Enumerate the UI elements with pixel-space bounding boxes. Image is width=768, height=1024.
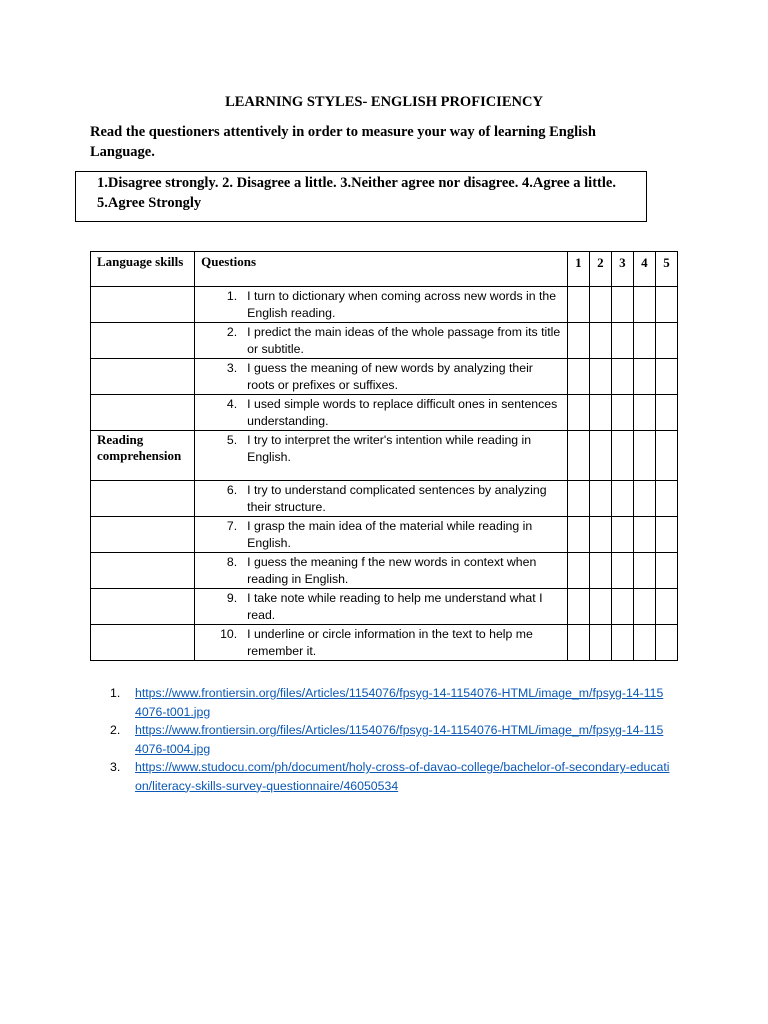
- rating-cell-2[interactable]: [589, 517, 611, 553]
- rating-cell-4[interactable]: [633, 553, 655, 589]
- rating-cell-5[interactable]: [655, 517, 677, 553]
- reference-number: 1.: [110, 686, 121, 700]
- rating-cell-3[interactable]: [611, 589, 633, 625]
- question-number: 6.: [226, 483, 238, 497]
- reference-item: [110, 721, 670, 758]
- table-row: [91, 287, 678, 323]
- reference-link[interactable]: https://www.studocu.com/ph/document/holy-cross-of-davao-college/bachelor-of-secondary-education/literacy-skills-survey-questionnaire/46050534: [135, 760, 670, 793]
- table-row: [91, 481, 678, 517]
- rating-cell-5[interactable]: [655, 553, 677, 589]
- table-row: [91, 395, 678, 431]
- question-text: I take note while reading to help me understand what I read.: [247, 591, 543, 622]
- question-text: I guess the meaning of new words by analyzing their roots or prefixes or suffixes.: [247, 361, 533, 392]
- rating-cell-5[interactable]: [655, 481, 677, 517]
- question-cell: [195, 359, 568, 395]
- skill-cell: [91, 625, 195, 661]
- header-rating-4: 4: [633, 252, 655, 287]
- rating-cell-2[interactable]: [589, 287, 611, 323]
- table-row: [91, 431, 678, 481]
- question-cell: [195, 589, 568, 625]
- question-number: 2.: [226, 325, 238, 339]
- question-number: 1.: [226, 289, 238, 303]
- reference-number: 3.: [110, 760, 121, 774]
- table-header-row: [91, 252, 678, 287]
- skill-cell: [91, 589, 195, 625]
- rating-cell-4[interactable]: [633, 589, 655, 625]
- rating-cell-3[interactable]: [611, 395, 633, 431]
- rating-cell-1[interactable]: [567, 359, 589, 395]
- rating-cell-5[interactable]: [655, 625, 677, 661]
- rating-cell-5[interactable]: [655, 431, 677, 481]
- rating-cell-1[interactable]: [567, 553, 589, 589]
- rating-cell-1[interactable]: [567, 431, 589, 481]
- rating-cell-4[interactable]: [633, 395, 655, 431]
- rating-cell-3[interactable]: [611, 625, 633, 661]
- rating-cell-1[interactable]: [567, 395, 589, 431]
- rating-cell-5[interactable]: [655, 589, 677, 625]
- question-text: I guess the meaning f the new words in context when reading in English.: [247, 555, 537, 586]
- survey-table: [90, 251, 678, 661]
- rating-cell-2[interactable]: [589, 625, 611, 661]
- rating-cell-2[interactable]: [589, 553, 611, 589]
- reference-link[interactable]: https://www.frontiersin.org/files/Articles/1154076/fpsyg-14-1154076-HTML/image_m/fpsyg-14-1154076-t001.jpg: [135, 686, 664, 719]
- instructions-text: Read the questioners attentively in order to measure your way of learning English Language.: [90, 124, 596, 160]
- rating-cell-5[interactable]: [655, 323, 677, 359]
- rating-cell-4[interactable]: [633, 517, 655, 553]
- question-cell: [195, 625, 568, 661]
- rating-scale-text: 1.Disagree strongly. 2. Disagree a little. 3.Neither agree nor disagree. 4.Agree a little. 5.Agree Strongly: [97, 175, 616, 211]
- rating-cell-1[interactable]: [567, 287, 589, 323]
- table-row: [91, 323, 678, 359]
- question-text: I predict the main ideas of the whole passage from its title or subtitle.: [247, 325, 561, 356]
- question-number: 5.: [226, 433, 238, 447]
- rating-cell-4[interactable]: [633, 625, 655, 661]
- rating-cell-5[interactable]: [655, 395, 677, 431]
- question-text: I try to interpret the writer's intention while reading in English.: [247, 433, 532, 464]
- rating-cell-5[interactable]: [655, 359, 677, 395]
- rating-cell-4[interactable]: [633, 481, 655, 517]
- question-number: 8.: [226, 555, 238, 569]
- rating-cell-3[interactable]: [611, 287, 633, 323]
- question-text: I try to understand complicated sentences by analyzing their structure.: [247, 483, 547, 514]
- rating-cell-1[interactable]: [567, 517, 589, 553]
- skill-cell: [91, 395, 195, 431]
- header-rating-3: 3: [611, 252, 633, 287]
- rating-cell-4[interactable]: [633, 287, 655, 323]
- table-row: [91, 553, 678, 589]
- question-cell: [195, 481, 568, 517]
- table-row: [91, 517, 678, 553]
- skill-label-reading-comprehension: Reading comprehension: [91, 431, 195, 481]
- question-text: I used simple words to replace difficult ones in sentences understanding.: [247, 397, 558, 428]
- rating-cell-2[interactable]: [589, 395, 611, 431]
- question-text: I turn to dictionary when coming across new words in the English reading.: [247, 289, 557, 320]
- document-title: LEARNING STYLES- ENGLISH PROFICIENCY: [225, 94, 543, 110]
- skill-cell: [91, 553, 195, 589]
- table-row: [91, 359, 678, 395]
- question-cell: [195, 323, 568, 359]
- reference-link[interactable]: https://www.frontiersin.org/files/Articles/1154076/fpsyg-14-1154076-HTML/image_m/fpsyg-14-1154076-t004.jpg: [135, 723, 664, 756]
- references-list: [110, 684, 670, 795]
- header-rating-2: 2: [589, 252, 611, 287]
- rating-cell-3[interactable]: [611, 481, 633, 517]
- rating-cell-1[interactable]: [567, 625, 589, 661]
- question-text: I grasp the main idea of the material while reading in English.: [247, 519, 533, 550]
- table-row: [91, 589, 678, 625]
- rating-cell-2[interactable]: [589, 431, 611, 481]
- skill-cell: [91, 323, 195, 359]
- question-number: 4.: [226, 397, 238, 411]
- rating-cell-1[interactable]: [567, 481, 589, 517]
- reference-item: [110, 684, 670, 721]
- header-language-skills: Language skills: [91, 252, 195, 287]
- skill-cell: [91, 481, 195, 517]
- rating-cell-1[interactable]: [567, 589, 589, 625]
- rating-cell-5[interactable]: [655, 287, 677, 323]
- rating-cell-2[interactable]: [589, 323, 611, 359]
- rating-cell-3[interactable]: [611, 553, 633, 589]
- question-number: 9.: [226, 591, 238, 605]
- skill-cell: [91, 359, 195, 395]
- question-number: 7.: [226, 519, 238, 533]
- question-number: 3.: [226, 361, 238, 375]
- rating-cell-3[interactable]: [611, 359, 633, 395]
- rating-cell-3[interactable]: [611, 431, 633, 481]
- reference-number: 2.: [110, 723, 121, 737]
- rating-cell-3[interactable]: [611, 323, 633, 359]
- rating-cell-2[interactable]: [589, 481, 611, 517]
- header-rating-1: 1: [567, 252, 589, 287]
- skill-cell: [91, 287, 195, 323]
- rating-cell-2[interactable]: [589, 359, 611, 395]
- question-cell: [195, 395, 568, 431]
- header-rating-5: 5: [655, 252, 677, 287]
- question-cell: [195, 287, 568, 323]
- rating-scale-box: [75, 171, 647, 222]
- question-number: 10.: [220, 627, 238, 641]
- rating-cell-1[interactable]: [567, 323, 589, 359]
- table-row: [91, 625, 678, 661]
- question-cell: [195, 431, 568, 481]
- rating-cell-4[interactable]: [633, 323, 655, 359]
- question-cell: [195, 517, 568, 553]
- rating-cell-3[interactable]: [611, 517, 633, 553]
- rating-cell-2[interactable]: [589, 589, 611, 625]
- question-cell: [195, 553, 568, 589]
- rating-cell-4[interactable]: [633, 359, 655, 395]
- rating-cell-4[interactable]: [633, 431, 655, 481]
- header-questions: Questions: [195, 252, 568, 287]
- question-text: I underline or circle information in the text to help me remember it.: [247, 627, 533, 658]
- reference-item: [110, 758, 670, 795]
- skill-cell: [91, 517, 195, 553]
